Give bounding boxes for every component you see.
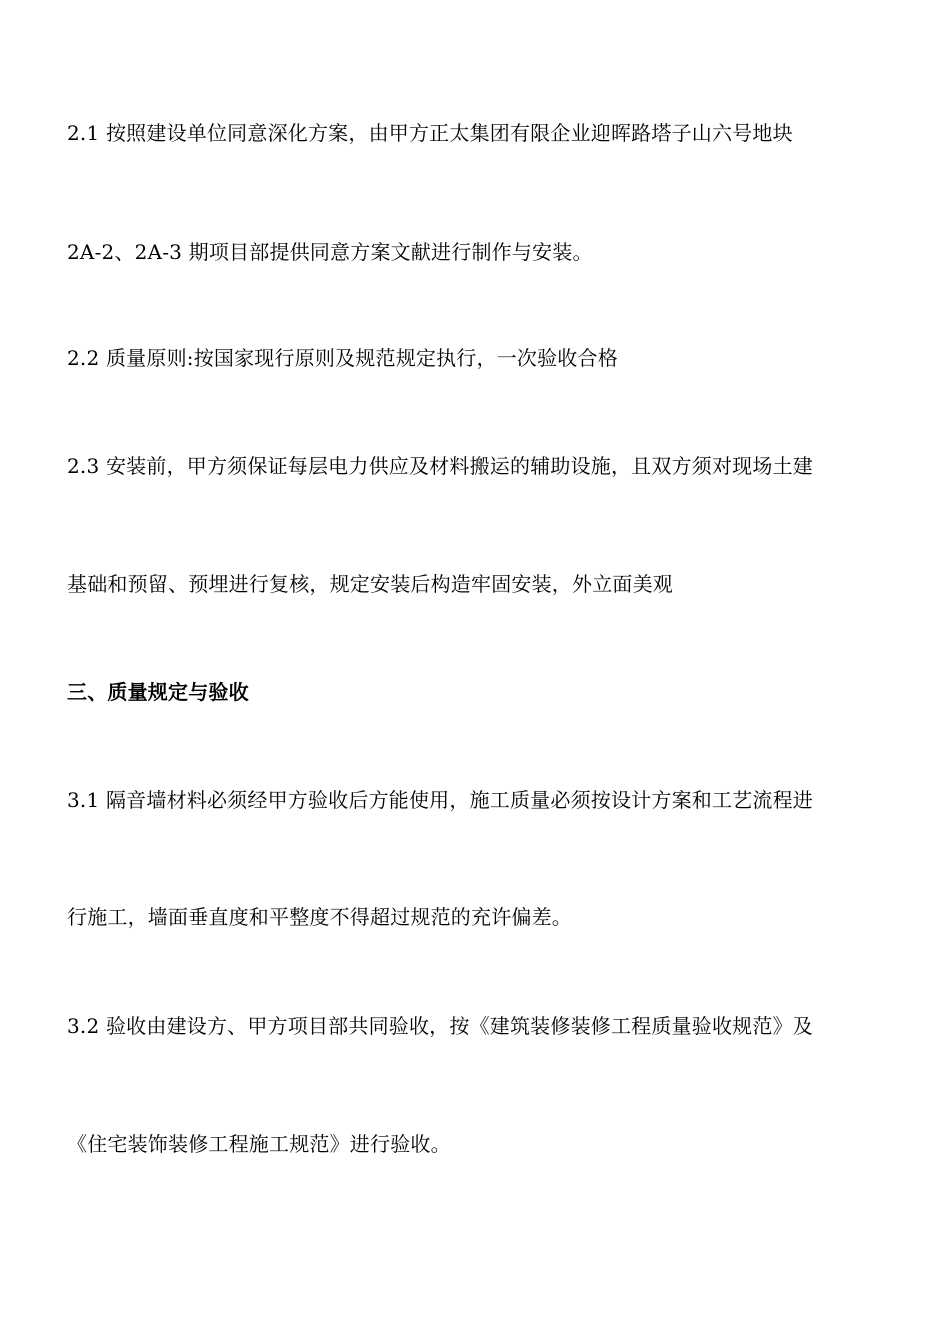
clause-3-1-line-2: 行施工，墙面垂直度和平整度不得超过规范的充许偏差。	[67, 905, 572, 929]
clause-3-1-line-1: 3.1 隔音墙材料必须经甲方验收后方能使用，施工质量必须按设计方案和工艺流程进	[67, 788, 813, 812]
clause-3-2-line-2: 《住宅装饰装修工程施工规范》进行验收。	[67, 1132, 451, 1156]
clause-2-2: 2.2 质量原则:按国家现行原则及规范规定执行，一次验收合格	[67, 346, 618, 370]
clause-2-1-line-2: 2A-2、2A-3 期项目部提供同意方案文献进行制作与安装。	[67, 240, 593, 264]
clause-3-2-line-1: 3.2 验收由建设方、甲方项目部共同验收，按《建筑装修装修工程质量验收规范》及	[67, 1014, 813, 1038]
clause-2-1-line-1: 2.1 按照建设单位同意深化方案，由甲方正太集团有限企业迎晖路塔子山六号地块	[67, 121, 793, 145]
clause-2-3-line-1: 2.3 安装前，甲方须保证每层电力供应及材料搬运的辅助设施，且双方须对现场土建	[67, 454, 813, 478]
section-heading-3: 三、质量规定与验收	[67, 680, 249, 704]
clause-2-3-line-2: 基础和预留、预埋进行复核，规定安装后构造牢固安装，外立面美观	[67, 572, 673, 596]
